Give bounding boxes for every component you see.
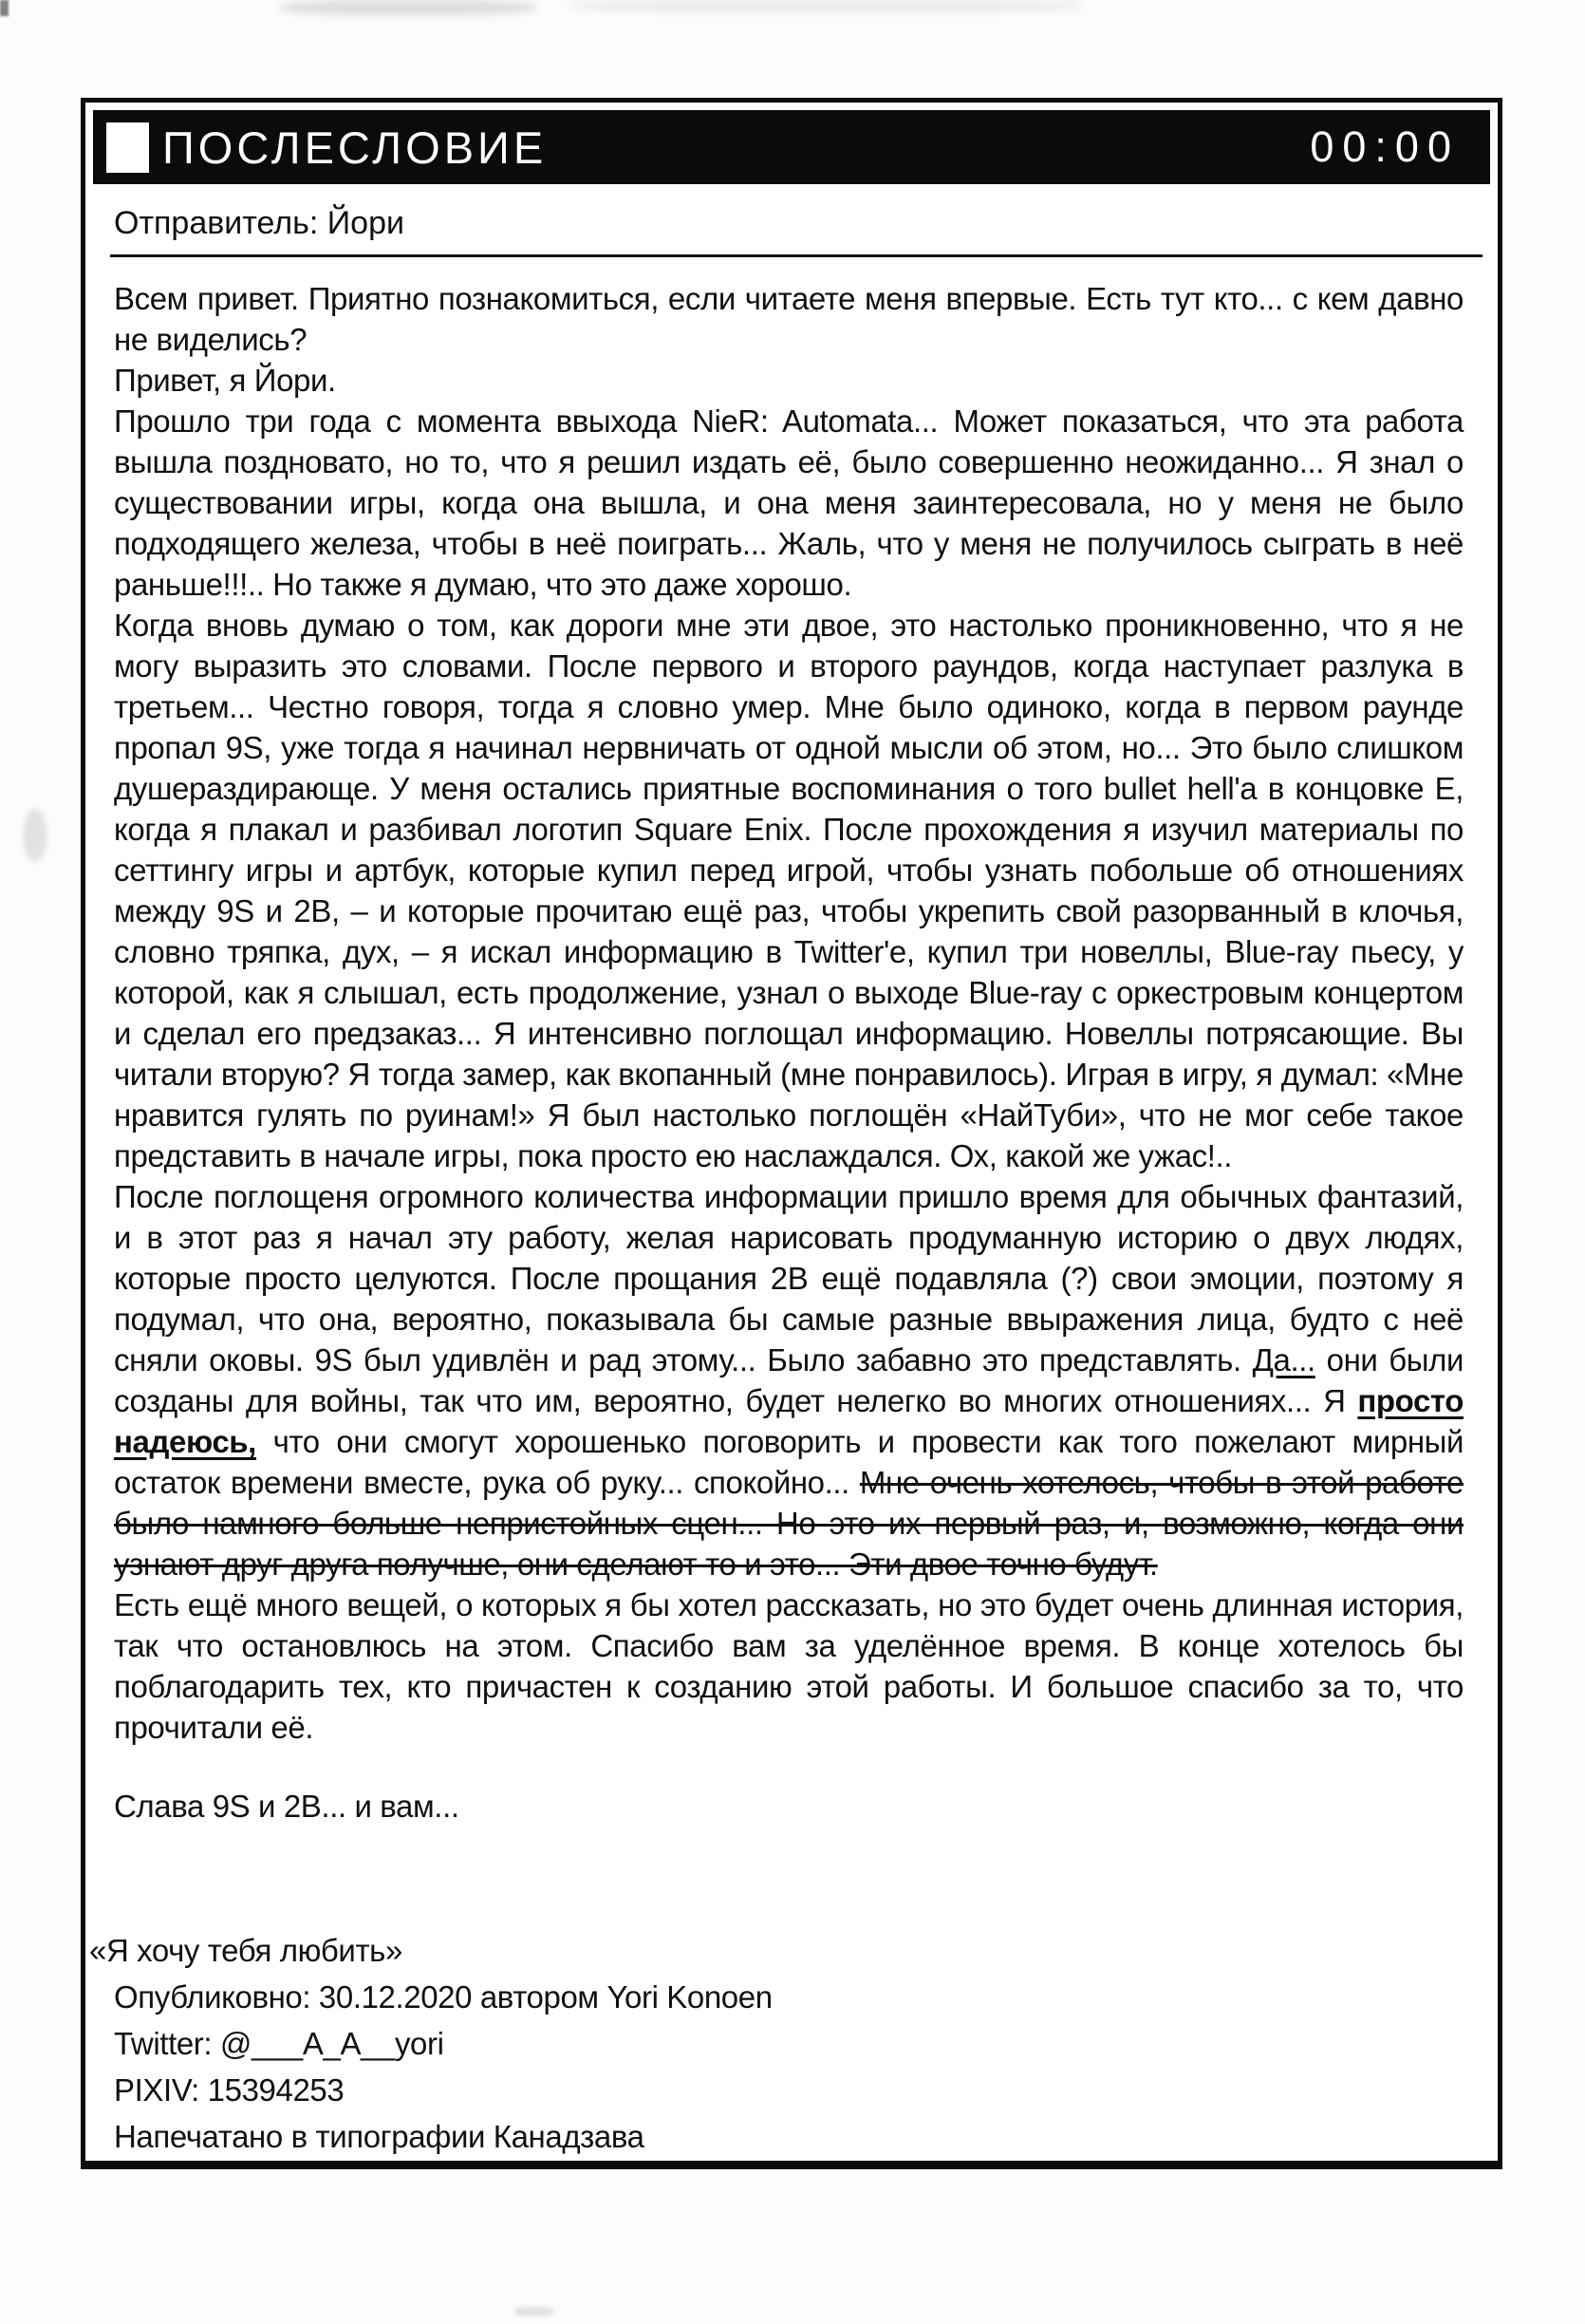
scan-artifact-edge-smudge: [23, 809, 47, 862]
pixiv-line: PIXIV: 15394253: [114, 2072, 345, 2108]
work-title-quote: «Я хочу тебя любить»: [89, 1933, 402, 1968]
colophon: [89, 1927, 773, 2160]
divider-line: [110, 254, 1482, 257]
header-time: 00:00: [1310, 122, 1460, 171]
message-body: [114, 278, 1464, 1748]
closing-line: Слава 9S и 2B... и вам...: [114, 1789, 459, 1824]
text-segment: После поглощеня огромного количества информации пришло время для обычных фантазий, и в этот раз я начал эту работу, желая нарисовать продуманную историю о двух людях, которые просто целуются. После прощания 2B ещё подавляла (?) свои эмоции, поэтому я подумал, что она, вероятно, показывала бы самые разные ввыражения лица, будто с неё сняли оковы. 9S был удивлён и рад этому... Было забавно это представлять.: [114, 1179, 1464, 1378]
text-segment: Прошло три года с момента ввыхода NieR: Automata... Может показаться, что эта работа вышла поздновато, но то, что я решил издать её, было совершенно неожиданно... Я знал о существовании игры, когда она вышла, и она меня заинтересовала, но у меня не было подходящего железа, чтобы в неё поиграть... Жаль, что у меня не получилось сыграть в неё раньше!!!.. Но также я думаю, что это даже хорошо.: [114, 403, 1464, 602]
header-title: ПОСЛЕСЛОВИЕ: [162, 122, 548, 173]
strikethrough-text-segment: Мне очень хотелось, чтобы в этой работе было намного больше непристойных сцен... Но это их первый раз, и, возможно, когда они узнают друг друга получше, они сделают то и это... Эти двое точно будут.: [114, 1465, 1464, 1582]
body-paragraph: [114, 278, 1464, 360]
afterword-panel: [81, 98, 1502, 2169]
header-bar: [93, 110, 1490, 184]
bold-underline-text-segment: просто надеюсь,: [114, 1383, 1464, 1459]
text-segment: что они смогут хорошенько поговорить и провести как того пожелают мирный остаток времени вместе, рука об руку... спокойно...: [114, 1424, 1464, 1500]
body-paragraph: [114, 1176, 1464, 1584]
body-paragraph: [114, 360, 1464, 401]
text-segment: Есть ещё много вещей, о которых я бы хотел рассказать, но это будет очень длинная история, так что остановлюсь на этом. Спасибо вам за уделённое время. В конце хотелось бы поблагодарить тех, кто причастен к созданию этой работы. И большое спасибо за то, что прочитали её.: [114, 1587, 1464, 1745]
text-segment: Когда вновь думаю о том, как дороги мне эти двое, это настолько проникновенно, что я не могу выразить это словами. После первого и второго раундов, когда наступает разлука в третьем... Честно говоря, тогда я словно умер. Мне было одиноко, когда в первом раунде пропал 9S, уже тогда я начинал нервничать от одной мысли об этом, но... Это было слишком душераздирающе. У меня остались приятные воспоминания о того bullet hell'а в концовке E, когда я плакал и разбивал логотип Square Enix. После прохождения я изучил материалы по сеттингу игры и артбук, которые купил перед игрой, чтобы узнать побольше об отношениях между 9S и 2B, – и которые прочитаю ещё раз, чтобы укрепить свой разорванный в клочья, словно тряпка, дух, – я искал информацию в Twitter'е, купил три новеллы, Blue-ray пьесу, у которой, как я слышал, есть продолжение, узнал о выходе Blue-ray с оркестровым концертом и сделал его предзаказ... Я интенсивно поглощал информацию. Новеллы потрясающие. Вы читали вторую? Я тогда замер, как вкопанный (мне понравилось). Играя в игру, я думал: «Мне нравится гулять по руинам!» Я был настолько поглощён «НайТуби», что не мог себе такое представить в начале игры, пока просто ею наслаждался. Ох, какой же ужас!..: [114, 608, 1464, 1173]
sender-line: Отправитель: Йори: [114, 205, 404, 241]
scan-artifact-top-smudge: [280, 0, 536, 15]
text-segment: Привет, я Йори.: [114, 363, 336, 398]
published-line: Опубликовно: 30.12.2020 автором Yori Konoen: [114, 1979, 773, 2015]
body-paragraph: [114, 605, 1464, 1176]
scan-artifact-top-smudge: [569, 0, 1082, 11]
white-square-icon: [106, 122, 149, 173]
underline-text-segment: Да...: [1252, 1342, 1315, 1378]
scan-artifact-corner: [0, 0, 9, 16]
text-segment: Всем привет. Приятно познакомиться, если читаете меня впервые. Есть тут кто... с кем давно не виделись?: [114, 281, 1464, 357]
twitter-line: Twitter: @___A_A__yori: [114, 2026, 444, 2061]
text-segment: они были созданы для войны, так что им, вероятно, будет нелегко во многих отношениях... Я: [114, 1342, 1464, 1418]
scan-artifact-bottom-smudge: [514, 2307, 554, 2316]
body-paragraph: [114, 1584, 1464, 1748]
body-paragraph: [114, 401, 1464, 605]
printed-line: Напечатано в типографии Канадзава: [114, 2119, 644, 2154]
